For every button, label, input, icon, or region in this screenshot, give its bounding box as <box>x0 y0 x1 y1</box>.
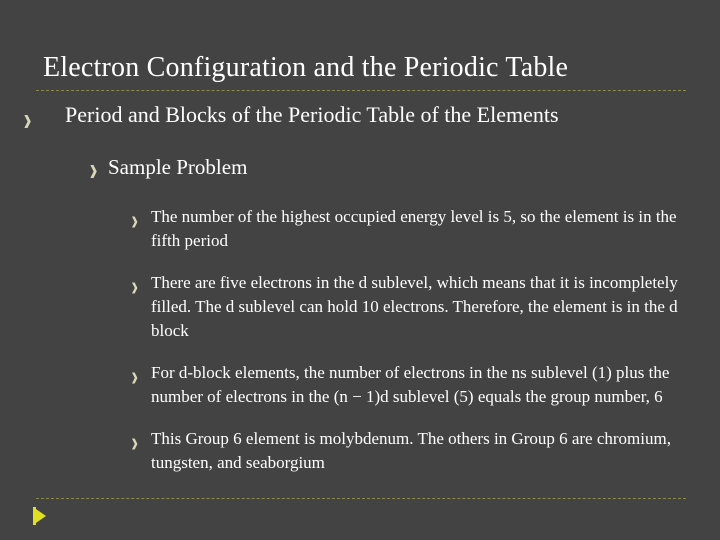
title-divider <box>36 90 686 91</box>
point-text: This Group 6 element is molybdenum. The others in Group 6 are chromium, tungsten, and seaborgium <box>151 429 671 472</box>
point-text: For d-block elements, the number of electrons in the ns sublevel (1) plus the number of electrons in the (n − 1)d sublevel (5) equals the group number, 6 <box>151 363 670 406</box>
footer-divider <box>36 498 686 499</box>
play-arrow-icon[interactable] <box>33 507 46 525</box>
bullet-level1: Period and Blocks of the Periodic Table of the Elements <box>65 102 559 127</box>
arrow-bullet-icon: ❱ <box>22 114 33 129</box>
arrow-bullet-icon: ❱ <box>130 281 140 294</box>
list-item <box>130 427 690 475</box>
bullet-level2: Sample Problem <box>108 155 248 179</box>
slide-title: Electron Configuration and the Periodic Table <box>43 52 569 83</box>
sample-problem-points <box>130 205 690 475</box>
point-text: There are five electrons in the d sublevel, which means that it is incompletely filled. The d sublevel can hold 10 electrons. Therefore, the element is in the d block <box>151 273 678 340</box>
list-item <box>130 361 690 409</box>
arrow-bullet-icon: ❱ <box>130 437 140 450</box>
point-text: The number of the highest occupied energy level is 5, so the element is in the fifth period <box>151 207 677 250</box>
arrow-bullet-icon: ❱ <box>130 371 140 384</box>
arrow-bullet-icon: ❱ <box>130 215 140 228</box>
arrow-bullet-icon: ❱ <box>88 164 99 179</box>
list-item <box>130 205 690 253</box>
list-item <box>130 271 690 343</box>
